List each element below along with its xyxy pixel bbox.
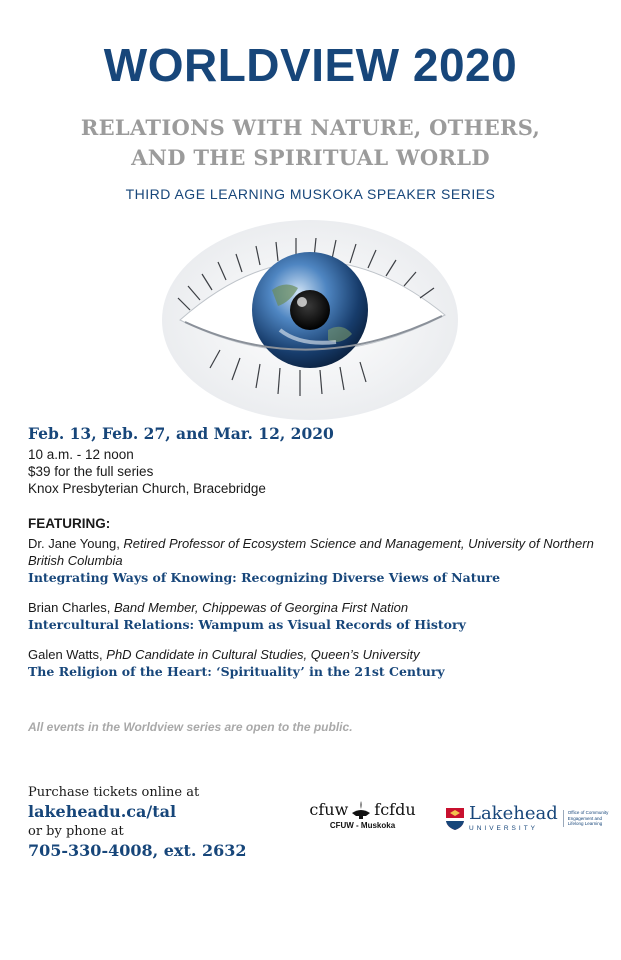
series-name: THIRD AGE LEARNING MUSKOKA SPEAKER SERIES [125,186,496,202]
speaker-line [28,646,598,663]
oil-lamp-icon [350,801,372,819]
featuring-heading: FEATURING: [28,516,111,531]
speaker-entry [28,646,598,681]
cfuw-logo [300,800,425,830]
lakehead-university: UNIVERSITY [469,825,539,832]
cfuw-subtitle: CFUW - Muskoka [329,821,396,830]
speaker-entry [28,599,598,634]
lakehead-wordmark [469,805,558,832]
talk-title: Intercultural Relations: Wampum as Visual Records of History [28,617,466,632]
featuring-section [28,516,598,693]
cfuw-wordmark [300,800,425,819]
cfuw-left-text: cfuw [309,800,349,819]
lakehead-name: Lakehead [469,803,558,824]
tickets-url-link[interactable]: lakeheadu.ca/tal [28,802,177,821]
eye-globe-icon [160,210,460,420]
purchase-phone-label: or by phone at [28,824,124,839]
shield-icon [445,807,465,831]
speaker-entry [28,535,598,587]
talk-title: The Religion of the Heart: ‘Spirituality’ in the 21st Century [28,664,445,679]
speaker-name: Dr. Jane Young, [28,536,124,551]
event-details [28,424,334,497]
phone-number: 705-330-4008, ext. 2632 [28,841,247,860]
subtitle-line-2: AND THE SPIRITUAL WORLD [131,145,490,170]
purchase-online-label: Purchase tickets online at [28,785,200,800]
speaker-line [28,599,598,616]
eye-image [160,210,460,420]
event-time: 10 a.m. - 12 noon [28,447,134,462]
event-price: $39 for the full series [28,464,154,479]
lakehead-office: Office of Community Engagement and Lifelong Learning [563,810,616,827]
event-venue: Knox Presbyterian Church, Bracebridge [28,481,266,496]
speaker-role: PhD Candidate in Cultural Studies, Queen’s University [106,647,420,662]
speaker-name: Galen Watts, [28,647,107,662]
public-note: All events in the Worldview series are open to the public. [28,720,353,734]
speaker-role: Retired Professor of Ecosystem Science and Management, University of Northern British Columbia [28,536,594,568]
speaker-line [28,535,598,569]
speaker-name: Brian Charles, [28,600,114,615]
lakehead-logo [445,805,616,832]
event-dates: Feb. 13, Feb. 27, and Mar. 12, 2020 [28,424,334,443]
subtitle-line-1: RELATIONS WITH NATURE, OTHERS, [80,115,541,140]
page-title: WORLDVIEW 2020 [103,39,518,91]
purchase-info [28,784,247,862]
subtitle [0,113,621,173]
talk-title: Integrating Ways of Knowing: Recognizing Diverse Views of Nature [28,570,501,585]
speaker-role: Band Member, Chippewas of Georgina First Nation [113,600,409,615]
cfuw-right-text: fcfdu [374,800,416,819]
